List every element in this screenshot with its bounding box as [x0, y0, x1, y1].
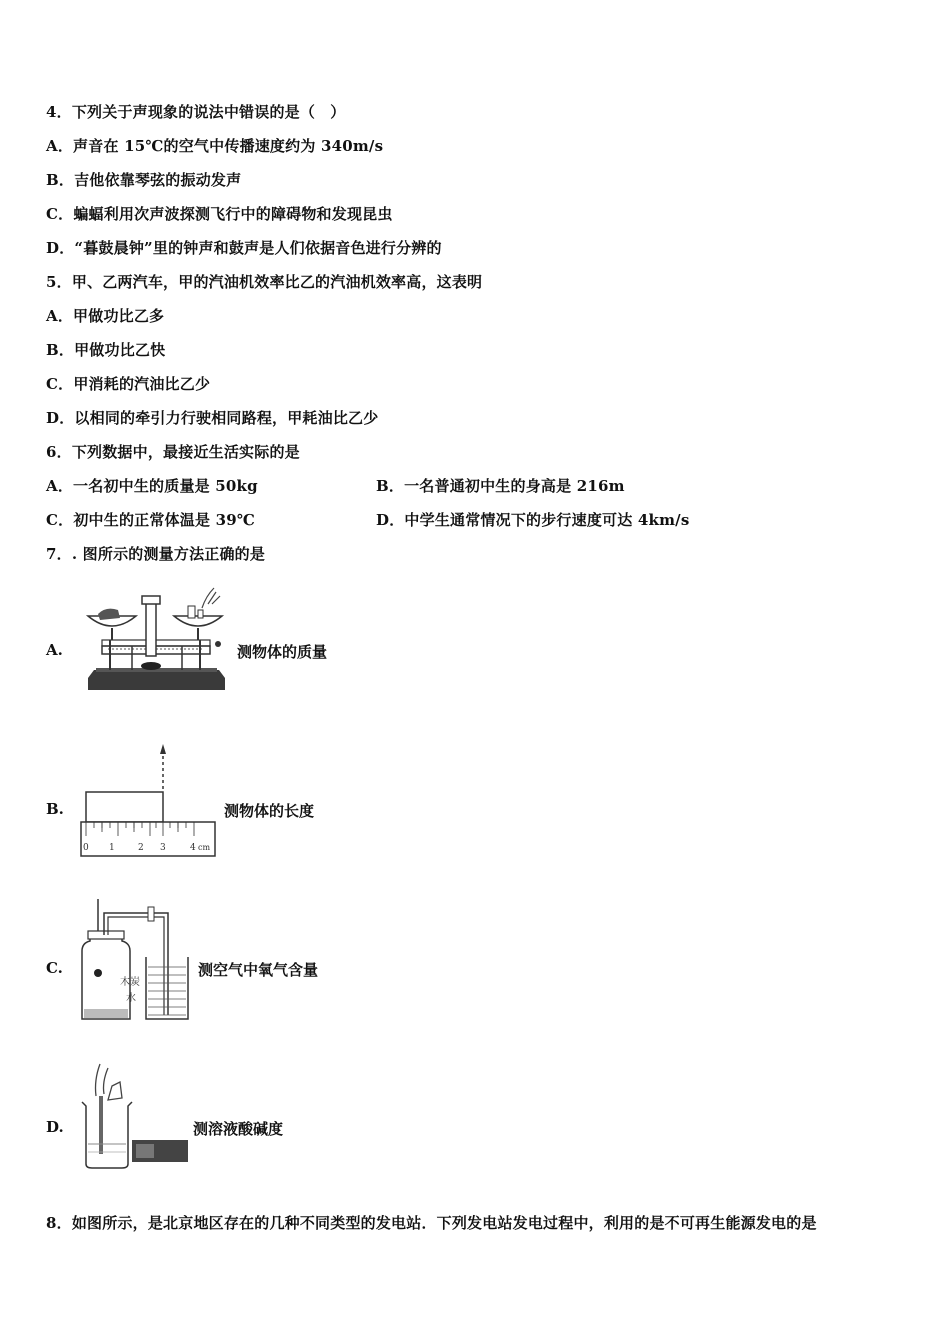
option-label: D． [46, 409, 75, 427]
question-4-option-d [46, 238, 442, 258]
option-label: D． [46, 239, 75, 257]
ruler-tick-0: 0 [83, 843, 89, 853]
option-label: B． [376, 477, 405, 495]
option-label: C． [46, 511, 74, 529]
question-7-option-c-caption: 测空气中氧气含量 [198, 961, 319, 979]
question-6-option-c [46, 510, 255, 530]
question-7-option-b-label: B. [46, 800, 64, 818]
question-6-stem: 6．下列数据中，最接近生活实际的是 [46, 443, 300, 461]
ruler-tick-2: 2 [138, 843, 144, 853]
question-7-option-d-label: D. [46, 1118, 64, 1136]
ruler-tick-3: 3 [160, 843, 166, 853]
option-label: C． [46, 375, 74, 393]
question-4-option-b [46, 170, 241, 190]
ruler-tick-1: 1 [109, 843, 115, 853]
option-label: B． [46, 171, 75, 189]
balance-scale-figure [84, 582, 229, 694]
option-label: A． [46, 137, 74, 155]
option-text: 一名初中生的质量是 50kg [73, 477, 258, 495]
question-7-option-c-label: C. [46, 959, 63, 977]
question-4-option-a [46, 136, 383, 156]
option-text: 初中生的正常体温是 39℃ [73, 511, 256, 529]
option-text: 甲消耗的汽油比乙少 [73, 375, 211, 393]
question-7-stem: 7．. 图所示的测量方法正确的是 [46, 545, 266, 563]
option-text: 中学生通常情况下的步行速度可达 4km/s [404, 511, 690, 529]
question-5-option-a [46, 306, 164, 326]
question-6-option-b [376, 476, 625, 496]
question-7-option-b-caption: 测物体的长度 [224, 802, 315, 820]
option-label: C． [46, 205, 74, 223]
option-label: B． [46, 341, 75, 359]
question-5-option-b [46, 340, 165, 360]
option-label: D． [376, 511, 405, 529]
option-text: “暮鼓晨钟”里的钟声和鼓声是人们依据音色进行分辨的 [74, 239, 442, 257]
option-text: 甲做功比乙快 [74, 341, 166, 359]
water-label: 水 [126, 993, 136, 1004]
question-5-option-d [46, 408, 378, 428]
question-7-option-a-label: A. [46, 641, 63, 659]
question-7-option-d-caption: 测溶液酸碱度 [193, 1120, 284, 1138]
question-4-stem: 4．下列关于声现象的说法中错误的是（ ） [46, 103, 346, 121]
option-text: 一名普通初中生的身高是 216m [404, 477, 625, 495]
oxygen-apparatus-figure [76, 895, 201, 1023]
question-8-stem: 8．如图所示，是北京地区存在的几种不同类型的发电站．下列发电站发电过程中，利用的是不可再生能源发电的是 [46, 1214, 817, 1232]
option-text: 吉他依靠琴弦的振动发声 [74, 171, 242, 189]
option-text: 蝙蝠利用次声波探测飞行中的障碍物和发现昆虫 [73, 205, 393, 223]
option-text: 声音在 15℃的空气中传播速度约为 340m/s [73, 137, 384, 155]
option-text: 甲做功比乙多 [73, 307, 165, 325]
option-label: A． [46, 307, 74, 325]
option-label: A． [46, 477, 74, 495]
ruler-tick-4: 4 [190, 843, 196, 853]
question-5-option-c [46, 374, 210, 394]
question-6-option-d [376, 510, 689, 530]
ruler-unit: cm [198, 843, 211, 852]
question-7-option-a-caption: 测物体的质量 [237, 643, 328, 661]
ruler-measurement-figure [80, 740, 220, 862]
charcoal-label: 木炭 [120, 977, 140, 988]
question-6-option-a [46, 476, 258, 496]
question-5-stem: 5．甲、乙两汽车，甲的汽油机效率比乙的汽油机效率高，这表明 [46, 273, 483, 291]
question-4-option-c [46, 204, 393, 224]
option-text: 以相同的牵引力行驶相同路程，甲耗油比乙少 [74, 409, 379, 427]
ph-test-figure [78, 1060, 193, 1170]
